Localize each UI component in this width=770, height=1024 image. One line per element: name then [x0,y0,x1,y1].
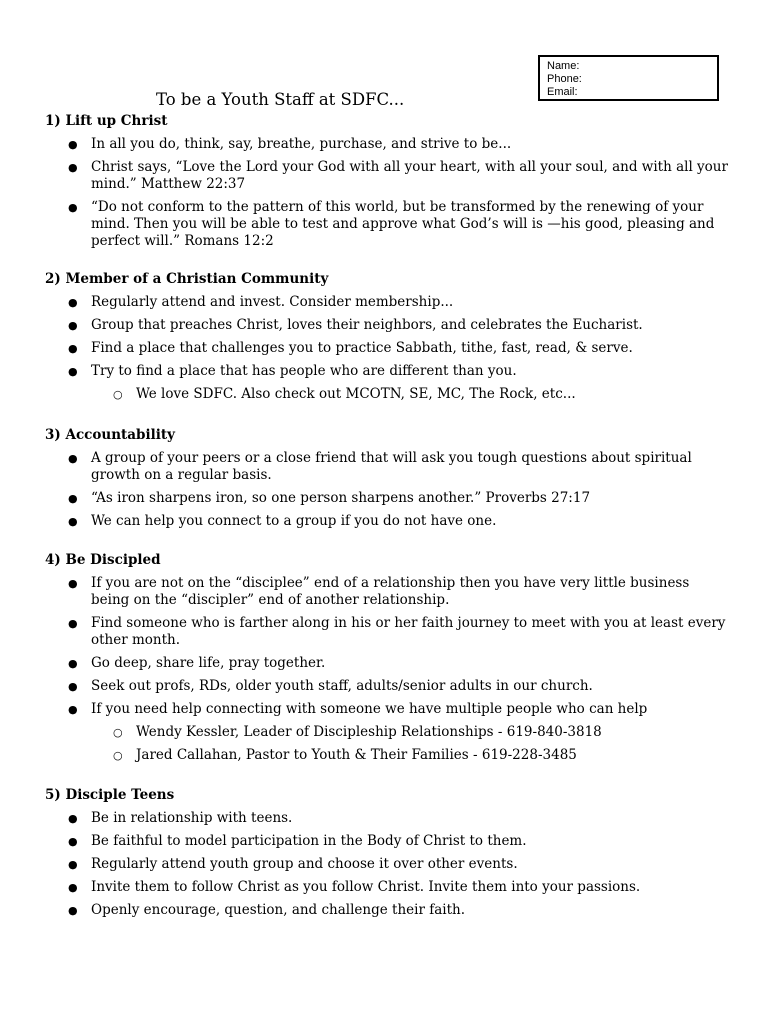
email-label: Email: [547,86,578,98]
list-item: ● We can help you connect to a group if you do not have one. [68,513,497,529]
section-christian-community [45,271,730,409]
list-item: ● Find someone who is farther along in his or her faith journey to meet with you at least every other month. [68,615,726,648]
sub-list-item: ○ Jared Callahan, Pastor to Youth & Their Families - 619-228-3485 [113,747,577,763]
list-item: ● Seek out profs, RDs, older youth staff, adults/senior adults in our church. [68,678,593,694]
bullet-icon: ● [68,680,78,693]
list-item: ● “Do not conform to the pattern of this world, but be transformed by the renewing of your mind. Then you will be able to test and approve what God’s will is —his good, pleasing and perfect will.” Romans 12:2 [68,199,715,249]
bullet-icon: ● [68,319,78,332]
bullet-icon: ● [68,881,78,894]
list-item: ● Christ says, “Love the Lord your God with all your heart, with all your soul, and with all your mind.” Matthew 22:37 [68,159,728,192]
bullet-icon: ● [68,365,78,378]
hollow-bullet-icon: ○ [113,726,123,739]
bullet-icon: ● [68,492,78,505]
list-item: ● Regularly attend and invest. Consider membership... [68,294,454,310]
list-item: ● Go deep, share life, pray together. [68,655,326,671]
bullet-icon: ● [68,161,78,174]
bullet-icon: ● [68,201,78,214]
list-item: ● Try to find a place that has people who are different than you. [68,363,517,379]
list-item: ● “As iron sharpens iron, so one person sharpens another.” Proverbs 27:17 [68,490,591,506]
section-heading: 5) Disciple Teens [45,787,175,803]
hollow-bullet-icon: ○ [113,749,123,762]
bullet-icon: ● [68,858,78,871]
list-item: ● Openly encourage, question, and challenge their faith. [68,902,465,918]
bullet-icon: ● [68,577,78,590]
section-disciple-teens [45,787,730,925]
bullet-list [45,810,730,919]
list-item: ● If you are not on the “disciplee” end of a relationship then you have very little business being on the “discipler” end of another relationship. [68,575,690,608]
section-heading: 4) Be Discipled [45,552,161,568]
bullet-list [45,575,730,764]
bullet-icon: ● [68,812,78,825]
bullet-icon: ● [68,904,78,917]
list-item: ● Group that preaches Christ, loves their neighbors, and celebrates the Eucharist. [68,317,643,333]
sub-list-item: ○ We love SDFC. Also check out MCOTN, SE, MC, The Rock, etc... [113,386,576,402]
bullet-icon: ● [68,617,78,630]
list-item: ● Invite them to follow Christ as you follow Christ. Invite them into your passions. [68,879,641,895]
bullet-icon: ● [68,296,78,309]
hollow-bullet-icon: ○ [113,388,123,401]
section-heading: 1) Lift up Christ [45,113,168,129]
contact-info-box [538,55,719,101]
bullet-list [45,450,730,530]
bullet-list [45,294,730,403]
list-item: ● A group of your peers or a close friend that will ask you tough questions about spiritual growth on a regular basis. [68,450,692,483]
bullet-icon: ● [68,703,78,716]
list-item: ● Find a place that challenges you to practice Sabbath, tithe, fast, read, & serve. [68,340,633,356]
section-lift-up-christ [45,113,730,256]
bullet-list [45,136,730,250]
bullet-icon: ● [68,342,78,355]
name-label: Name: [547,60,580,72]
section-accountability [45,427,730,536]
bullet-icon: ● [68,515,78,528]
list-item: ● If you need help connecting with someone we have multiple people who can help [68,701,648,717]
list-item: ● Be faithful to model participation in the Body of Christ to them. [68,833,527,849]
bullet-icon: ● [68,452,78,465]
sub-list-item: ○ Wendy Kessler, Leader of Discipleship Relationships - 619-840-3818 [113,724,602,740]
list-item: ● In all you do, think, say, breathe, purchase, and strive to be... [68,136,512,152]
bullet-icon: ● [68,835,78,848]
bullet-icon: ● [68,138,78,151]
page-title: To be a Youth Staff at SDFC... [156,90,405,109]
bullet-icon: ● [68,657,78,670]
section-be-discipled [45,552,730,770]
section-heading: 2) Member of a Christian Community [45,271,329,287]
section-heading: 3) Accountability [45,427,175,443]
phone-label: Phone: [547,73,582,85]
list-item: ● Be in relationship with teens. [68,810,293,826]
list-item: ● Regularly attend youth group and choose it over other events. [68,856,518,872]
